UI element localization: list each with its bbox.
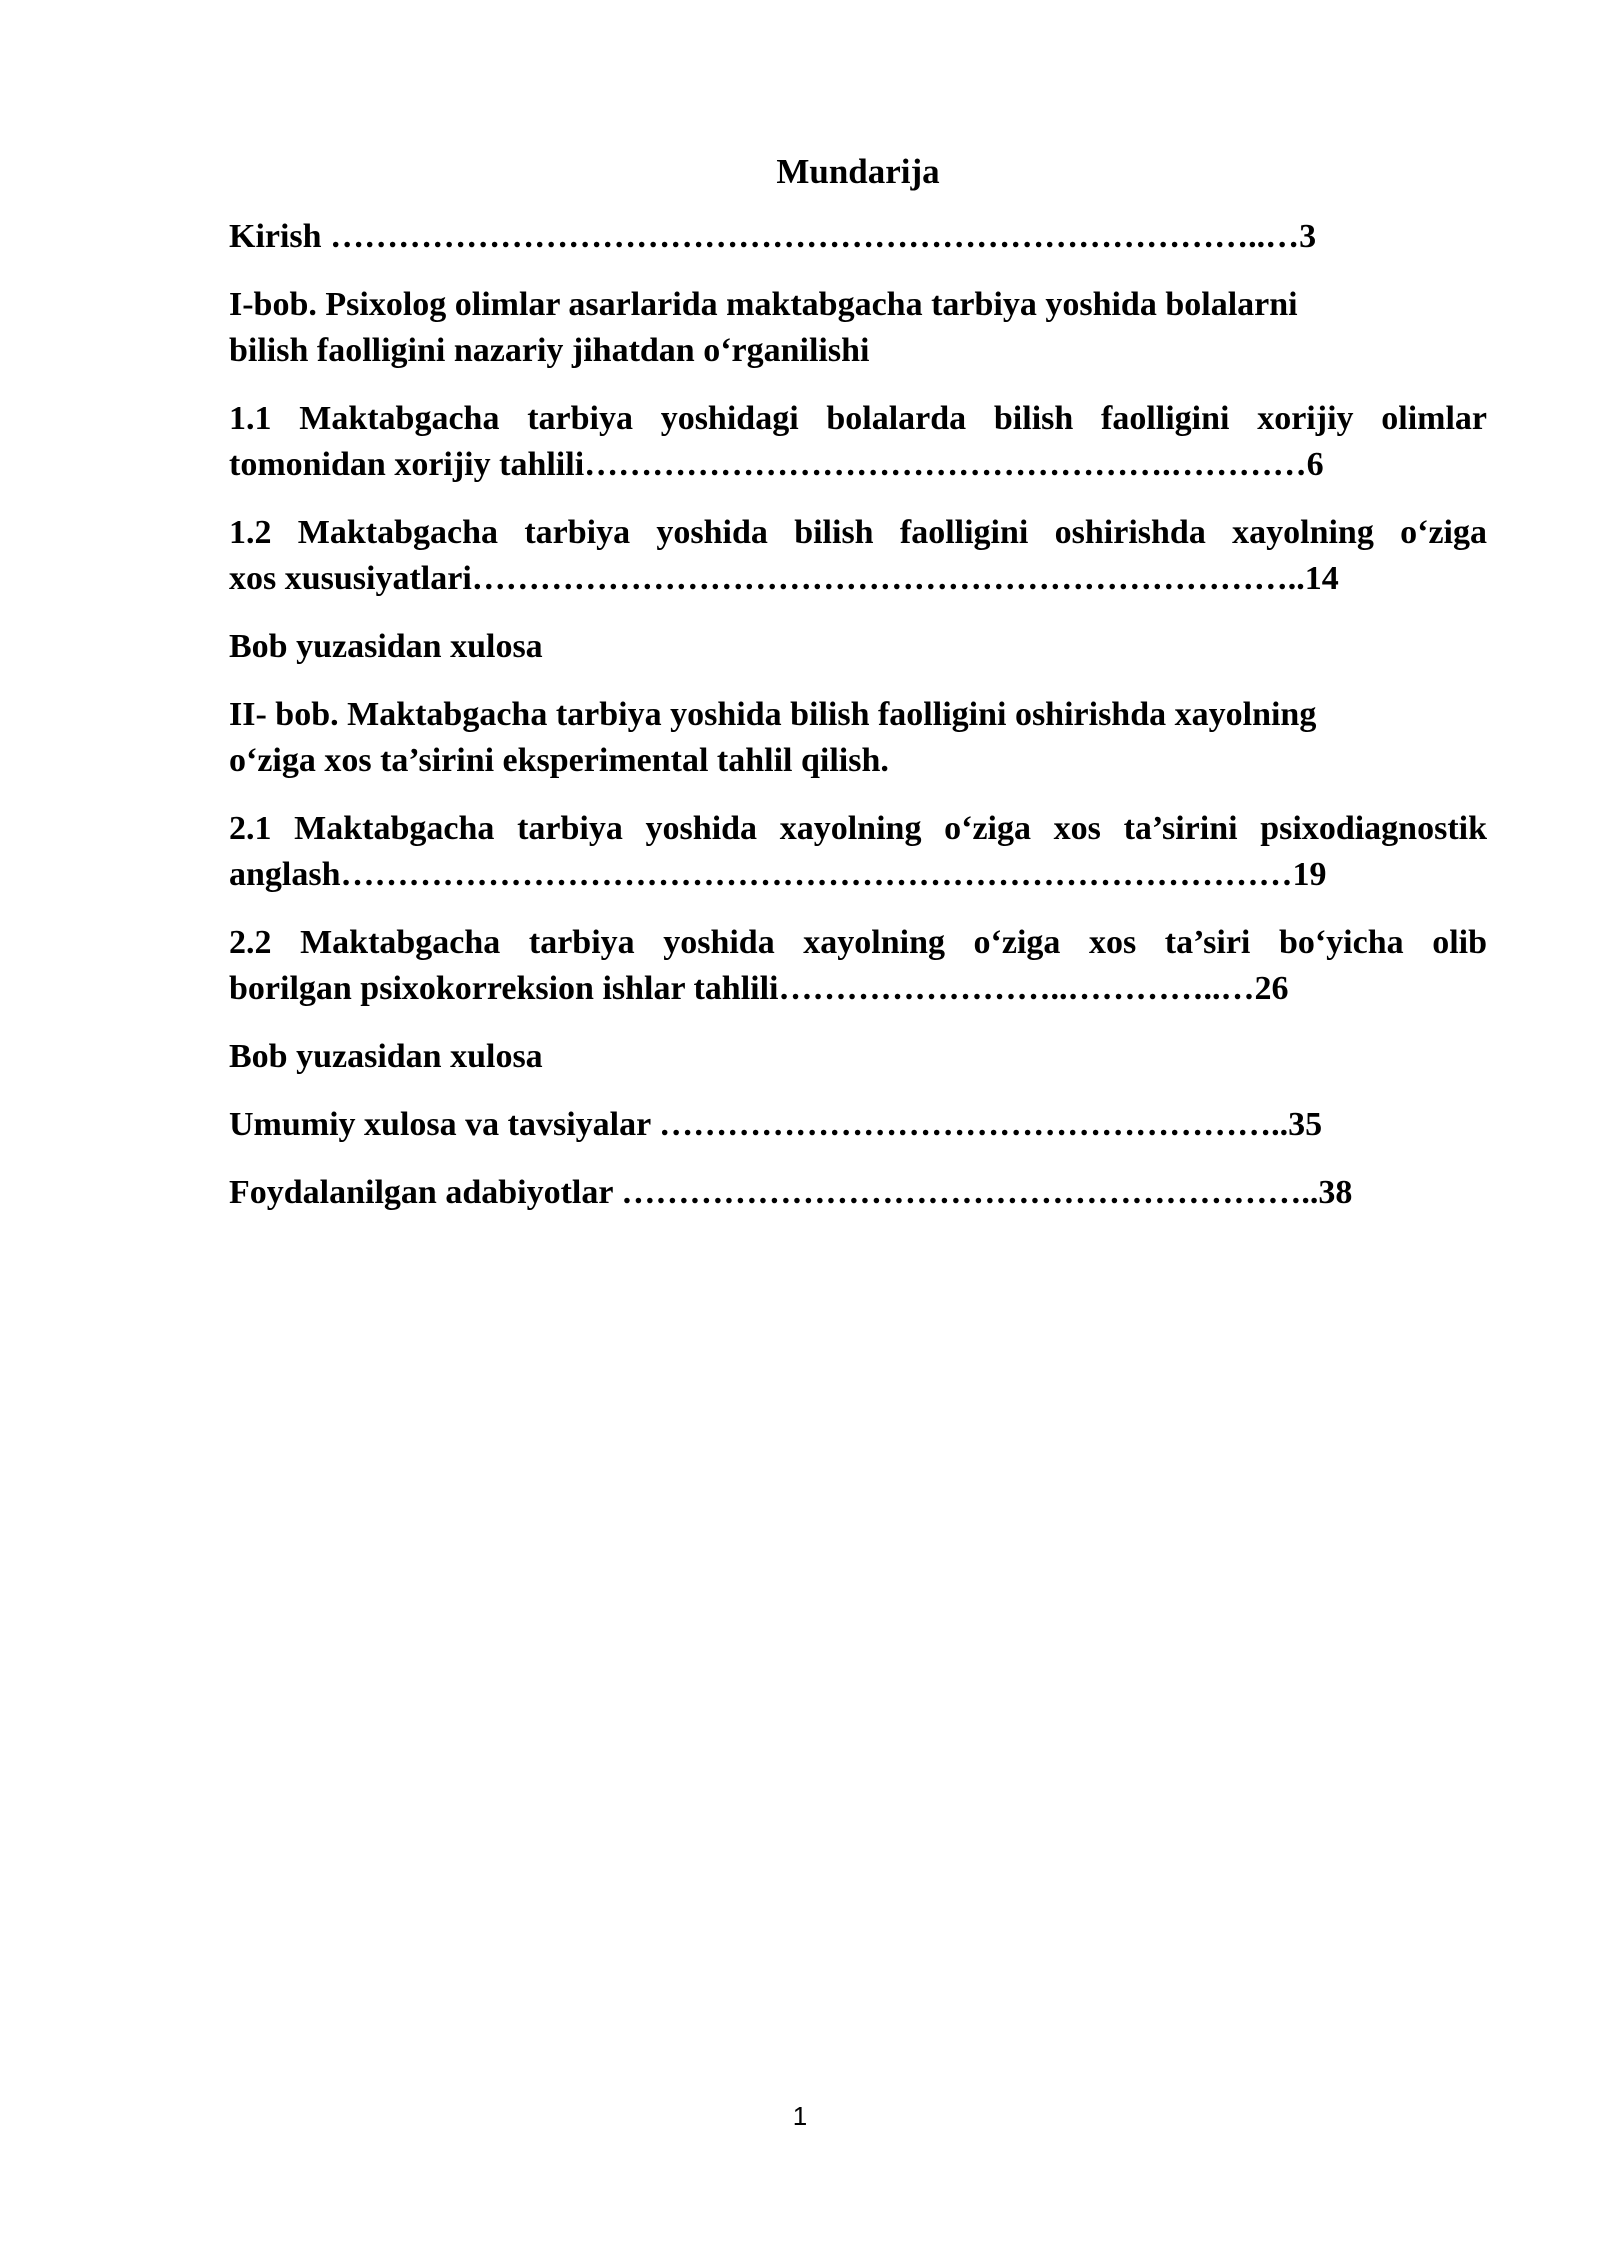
toc-entry-section-2-2 <box>229 920 1487 1012</box>
toc-entry-introduction <box>229 214 1487 260</box>
toc-entry-line: bilish faolligini nazariy jihatdan o‘rganilishi <box>229 332 870 369</box>
toc-entry-line: Bob yuzasidan xulosa <box>229 628 543 665</box>
toc-entry-line: 2.2 Maktabgacha tarbiya yoshida xayolning o‘ziga xos ta’siri bo‘yicha olib <box>229 924 1487 961</box>
toc-entry-line: 1.2 Maktabgacha tarbiya yoshida bilish faolligini oshirishda xayolning o‘ziga <box>229 514 1487 551</box>
toc-entry-line: Kirish ………………………………………………………………………..…3 <box>229 218 1317 255</box>
toc-entry-line: tomonidan xorijiy tahlili…………………………………………….…………6 <box>229 446 1324 483</box>
toc-entry-line: 2.1 Maktabgacha tarbiya yoshida xayolning o‘ziga xos ta’sirini psixodiagnostik <box>229 810 1487 847</box>
toc-entry-line: xos xususiyatlari………………………………………………………………..14 <box>229 560 1339 597</box>
toc-entry-line: 1.1 Maktabgacha tarbiya yoshidagi bolalarda bilish faolligini xorijiy olimlar <box>229 400 1487 437</box>
toc-entry-line: Umumiy xulosa va tavsiyalar ………………………………………………..35 <box>229 1106 1323 1143</box>
toc-entry-references <box>229 1170 1487 1216</box>
page-number: 1 <box>792 2101 808 2131</box>
toc-entry-line: anglash…………………………………………………………………………19 <box>229 856 1327 893</box>
toc-entry-chapter-1 <box>229 282 1487 374</box>
toc-entry-line: Foydalanilgan adabiyotlar ……………………………………………………..38 <box>229 1174 1353 1211</box>
toc-title: Mundarija <box>776 152 940 191</box>
toc-entry-section-1-1 <box>229 396 1487 488</box>
toc-entry-section-2-1 <box>229 806 1487 898</box>
toc-entry-general-conclusion <box>229 1102 1487 1148</box>
toc-entry-chapter-2-conclusion <box>229 1034 1487 1080</box>
toc-entry-chapter-2 <box>229 692 1487 784</box>
toc-entry-line: o‘ziga xos ta’sirini eksperimental tahlil qilish. <box>229 742 889 779</box>
toc-entry-line: I-bob. Psixolog olimlar asarlarida maktabgacha tarbiya yoshida bolalarni <box>229 286 1298 323</box>
toc-entry-line: II- bob. Maktabgacha tarbiya yoshida bilish faolligini oshirishda xayolning <box>229 696 1317 733</box>
toc-entry-section-1-2 <box>229 510 1487 602</box>
table-of-contents <box>229 148 1487 1238</box>
toc-entry-line: Bob yuzasidan xulosa <box>229 1038 543 1075</box>
toc-entry-chapter-1-conclusion <box>229 624 1487 670</box>
toc-entry-line: borilgan psixokorreksion ishlar tahlili……………………..…………..…26 <box>229 970 1289 1007</box>
